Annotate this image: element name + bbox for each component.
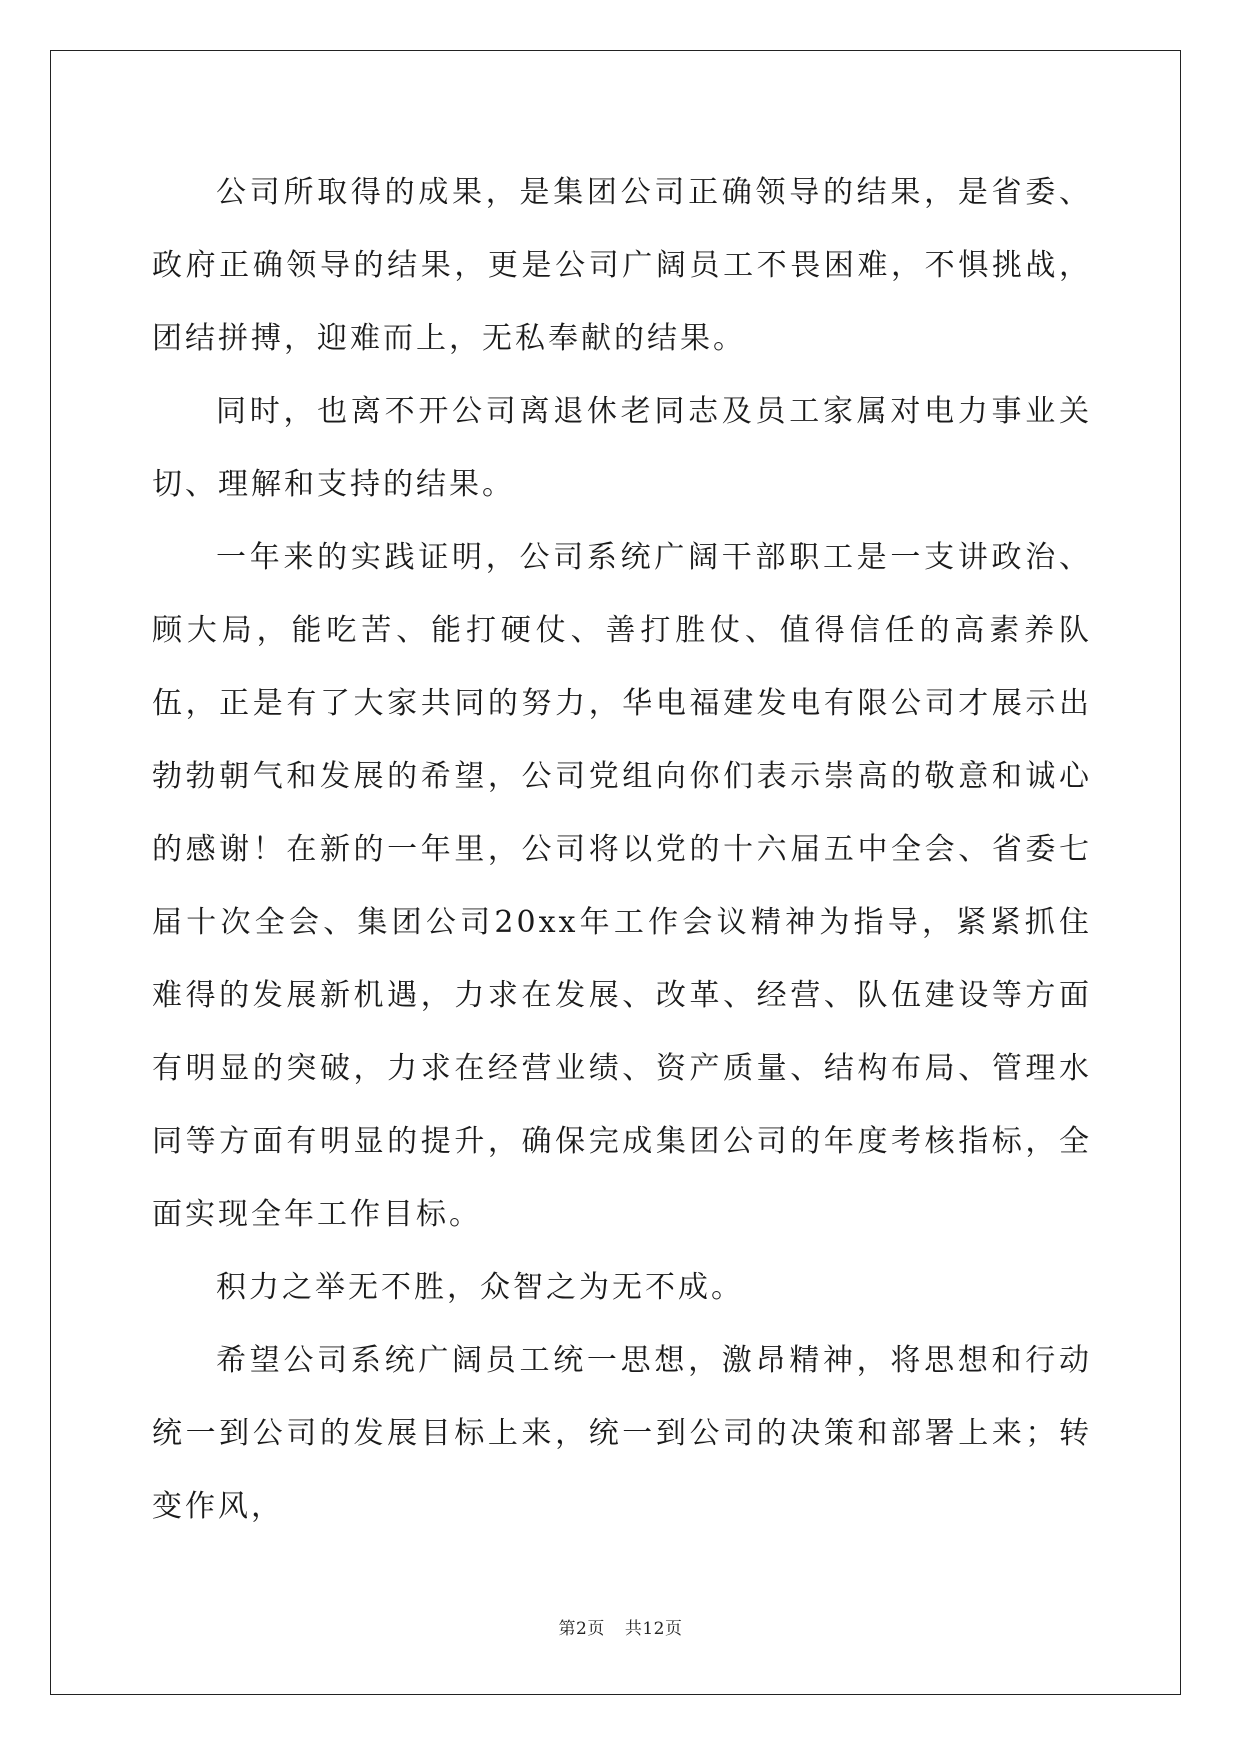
document-body [152, 156, 1092, 1543]
page-footer [0, 1614, 1241, 1639]
page-total: 共12页 [624, 1619, 683, 1639]
paragraph: 公司所取得的成果，是集团公司正确领导的结果，是省委、政府正确领导的结果，更是公司广阔员工不畏困难，不惧挑战，团结拼搏，迎难而上，无私奉献的结果。 [152, 175, 1092, 356]
paragraph: 积力之举无不胜，众智之为无不成。 [216, 1270, 744, 1305]
paragraph: 一年来的实践证明，公司系统广阔干部职工是一支讲政治、顾大局，能吃苦、能打硬仗、善打胜仗、值得信任的高素养队伍，正是有了大家共同的努力，华电福建发电有限公司才展示出勃勃朝气和发展的希望，公司党组向你们表示崇高的敬意和诚心的感谢！在新的一年里，公司将以党的十六届五中全会、省委七届十次全会、集团公司20xx年工作会议精神为指导，紧紧抓住难得的发展新机遇，力求在发展、改革、经营、队伍建设等方面有明显的突破，力求在经营业绩、资产质量、结构布局、管理水同等方面有明显的提升，确保完成集团公司的年度考核指标，全面实现全年工作目标。 [152, 540, 1092, 1232]
page-number: 第2页 [558, 1619, 605, 1639]
paragraph: 希望公司系统广阔员工统一思想，激昂精神，将思想和行动统一到公司的发展目标上来，统一到公司的决策和部署上来；转变作风， [152, 1343, 1092, 1524]
paragraph: 同时，也离不开公司离退休老同志及员工家属对电力事业关切、理解和支持的结果。 [152, 394, 1092, 502]
